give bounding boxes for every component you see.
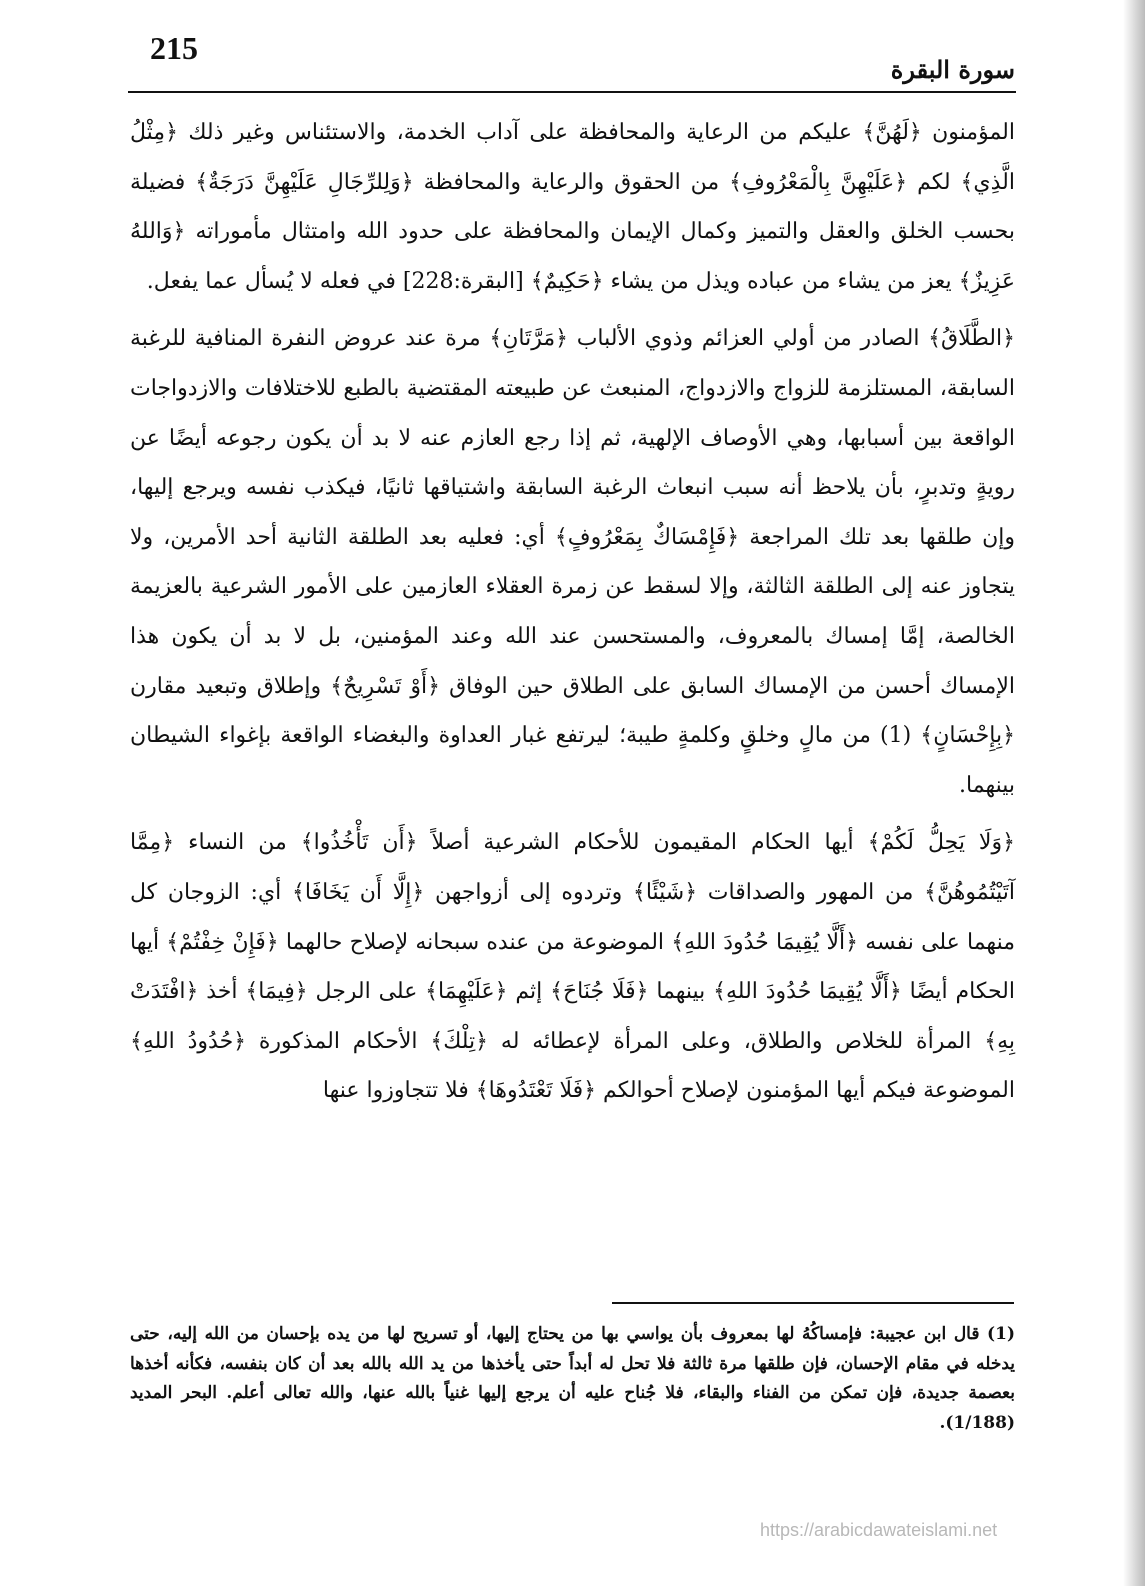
paragraph-2: ﴿الطَّلَاقُ﴾ الصادر من أولي العزائم وذوي الألباب ﴿مَرَّتَانِ﴾ مرة عند عروض النفرة المنافية للرغبة السابقة، المستلزمة للزواج والازدواج، المنبعث عن طبيعته المقتضية بالطبع للاختلافات والازدواجات الواقعة بين أسبابها، وهي الأوصاف الإلهية، ثم إذا رجع العازم عنه لا بد أن يكون رجوعه أيضًا عن رويةٍ وتدبرٍ، بأن يلاحظ أنه سبب انبعاث الرغبة السابقة واشتياقها ثانيًا، فيكذب نفسه ويرجع إليها، وإن طلقها بعد تلك المراجعة ﴿فَإِمْسَاكٌ بِمَعْرُوفٍ﴾ أي: فعليه بعد الطلقة الثانية أحد الأمرين، ولا يتجاوز عنه إلى الطلقة الثالثة، وإلا لسقط عن زمرة العقلاء العازمين على الأمور الشرعية بالعزيمة الخالصة، إمَّا إمساك بالمعروف، والمستحسن عند الله وعند المؤمنين، بل لا بد أن يكون هذا الإمساك أحسن من الإمساك السابق على الطلاق حين الوفاق ﴿أَوْ تَسْرِيحٌ﴾ وإطلاق وتبعيد مقارن ﴿بِإِحْسَانٍ﴾ (1) من مالٍ وخلقٍ وكلمةٍ طيبة؛ ليرتفع غبار العداوة والبغضاء الواقعة بإغواء الشيطان بينهما.: [130, 326, 1015, 798]
footnote: (1) قال ابن عجيبة: فإمساكُهُ لها بمعروف بأن يواسي بها من يحتاج إليها، أو تسريح لها من يده بإحسان من الله إليه، حتى يدخله في مقام الإحسان، فإن طلقها مرة ثالثة فلا تحل له أبداً حتى يأخذها من يد الله بالله بعد أن كان بنفسه، فكأنه أخذها بعصمة جديدة، فإن تمكن من الفناء والبقاء، فلا جُناح عليه أن يرجع إليها غنياً بالله عنها، والله تعالى أعلم. البحر المديد (1/188).: [130, 1324, 1015, 1433]
paragraph-3: ﴿وَلَا يَحِلُّ لَكُمْ﴾ أيها الحكام المقيمون للأحكام الشرعية أصلاً ﴿أَن تَأْخُذُوا﴾ من النساء ﴿مِمَّا آتَيْتُمُوهُنَّ﴾ من المهور والصداقات ﴿شَيْئًا﴾ وتردوه إلى أزواجهن ﴿إِلَّا أَن يَخَافَا﴾ أي: الزوجان كل منهما على نفسه ﴿أَلَّا يُقِيمَا حُدُودَ اللهِ﴾ الموضوعة من عنده سبحانه لإصلاح حالهما ﴿فَإِنْ خِفْتُمْ﴾ أيها الحكام أيضًا ﴿أَلَّا يُقِيمَا حُدُودَ اللهِ﴾ بينهما ﴿فَلَا جُنَاحَ﴾ إثم ﴿عَلَيْهِمَا﴾ على الرجل ﴿فِيمَا﴾ أخذ ﴿افْتَدَتْ بِهِ﴾ المرأة للخلاص والطلاق، وعلى المرأة لإعطائه له ﴿تِلْكَ﴾ الأحكام المذكورة ﴿حُدُودُ اللهِ﴾ الموضوعة فيكم أيها المؤمنون لإصلاح أحوالكم ﴿فَلَا تَعْتَدُوهَا﴾ فلا تتجاوزوا عنها: [130, 830, 1015, 1104]
surah-title: سورة البقرة: [890, 55, 1015, 84]
page-number: 215: [150, 30, 198, 66]
watermark: https://arabicdawateislami.net: [760, 1520, 998, 1540]
paragraph-1: المؤمنون ﴿لَهُنَّ﴾ عليكم من الرعاية والمحافظة على آداب الخدمة، والاستئناس وغير ذلك ﴿مِثْلُ الَّذِي﴾ لكم ﴿عَلَيْهِنَّ بِالْمَعْرُوفِ﴾ من الحقوق والرعاية والمحافظة ﴿وَلِلرِّجَالِ عَلَيْهِنَّ دَرَجَةٌ﴾ فضيلة بحسب الخلق والعقل والتميز وكمال الإيمان والمحافظة على حدود الله وامتثال مأموراته ﴿وَاللهُ عَزِيزٌ﴾ يعز من يشاء من عباده ويذل من يشاء ﴿حَكِيمٌ﴾ [البقرة:228] في فعله لا يُسأل عما يفعل.: [130, 120, 1015, 294]
scan-edge-shadow: [1123, 0, 1145, 1586]
header-divider: [128, 91, 1016, 93]
main-text: [130, 108, 1015, 1116]
footnote-divider: [612, 1302, 1014, 1304]
